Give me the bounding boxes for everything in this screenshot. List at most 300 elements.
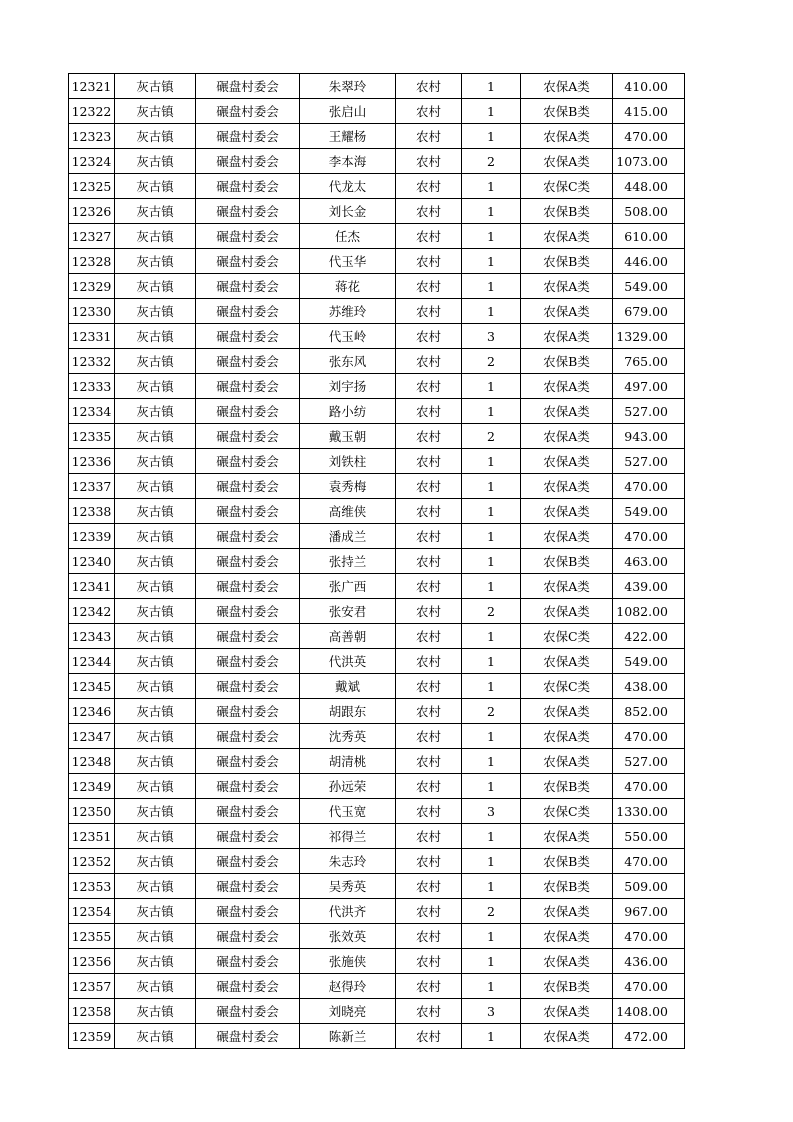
village-committee-cell: 碾盘村委会 bbox=[196, 449, 300, 474]
table-row bbox=[69, 899, 685, 924]
household-count-cell: 1 bbox=[462, 199, 521, 224]
record-id-cell: 12342 bbox=[69, 599, 115, 624]
amount-cell: 470.00 bbox=[613, 924, 685, 949]
record-id-cell: 12322 bbox=[69, 99, 115, 124]
village-committee-cell: 碾盘村委会 bbox=[196, 849, 300, 874]
area-type-cell: 农村 bbox=[396, 499, 462, 524]
record-id-cell: 12328 bbox=[69, 249, 115, 274]
town-cell: 灰古镇 bbox=[115, 124, 196, 149]
insurance-category-cell: 农保B类 bbox=[521, 774, 613, 799]
record-id-cell: 12344 bbox=[69, 649, 115, 674]
insurance-category-cell: 农保A类 bbox=[521, 449, 613, 474]
village-committee-cell: 碾盘村委会 bbox=[196, 174, 300, 199]
record-id-cell: 12347 bbox=[69, 724, 115, 749]
record-id-cell: 12333 bbox=[69, 374, 115, 399]
amount-cell: 527.00 bbox=[613, 399, 685, 424]
household-count-cell: 1 bbox=[462, 124, 521, 149]
insurance-category-cell: 农保A类 bbox=[521, 999, 613, 1024]
town-cell: 灰古镇 bbox=[115, 874, 196, 899]
amount-cell: 422.00 bbox=[613, 624, 685, 649]
insurance-category-cell: 农保A类 bbox=[521, 74, 613, 99]
village-committee-cell: 碾盘村委会 bbox=[196, 974, 300, 999]
table-row bbox=[69, 474, 685, 499]
household-count-cell: 1 bbox=[462, 924, 521, 949]
amount-cell: 436.00 bbox=[613, 949, 685, 974]
amount-cell: 410.00 bbox=[613, 74, 685, 99]
person-name-cell: 陈新兰 bbox=[300, 1024, 396, 1049]
insurance-category-cell: 农保A类 bbox=[521, 499, 613, 524]
town-cell: 灰古镇 bbox=[115, 549, 196, 574]
amount-cell: 470.00 bbox=[613, 974, 685, 999]
record-id-cell: 12359 bbox=[69, 1024, 115, 1049]
town-cell: 灰古镇 bbox=[115, 299, 196, 324]
record-id-cell: 12331 bbox=[69, 324, 115, 349]
household-count-cell: 1 bbox=[462, 399, 521, 424]
amount-cell: 967.00 bbox=[613, 899, 685, 924]
area-type-cell: 农村 bbox=[396, 74, 462, 99]
person-name-cell: 祁得兰 bbox=[300, 824, 396, 849]
town-cell: 灰古镇 bbox=[115, 824, 196, 849]
record-id-cell: 12335 bbox=[69, 424, 115, 449]
town-cell: 灰古镇 bbox=[115, 449, 196, 474]
town-cell: 灰古镇 bbox=[115, 324, 196, 349]
insurance-category-cell: 农保C类 bbox=[521, 624, 613, 649]
town-cell: 灰古镇 bbox=[115, 274, 196, 299]
table-row bbox=[69, 999, 685, 1024]
town-cell: 灰古镇 bbox=[115, 674, 196, 699]
insurance-category-cell: 农保B类 bbox=[521, 199, 613, 224]
person-name-cell: 吴秀英 bbox=[300, 874, 396, 899]
table-row bbox=[69, 299, 685, 324]
village-committee-cell: 碾盘村委会 bbox=[196, 399, 300, 424]
town-cell: 灰古镇 bbox=[115, 99, 196, 124]
amount-cell: 446.00 bbox=[613, 249, 685, 274]
person-name-cell: 张广西 bbox=[300, 574, 396, 599]
area-type-cell: 农村 bbox=[396, 849, 462, 874]
town-cell: 灰古镇 bbox=[115, 924, 196, 949]
household-count-cell: 1 bbox=[462, 624, 521, 649]
household-count-cell: 1 bbox=[462, 549, 521, 574]
amount-cell: 1330.00 bbox=[613, 799, 685, 824]
village-committee-cell: 碾盘村委会 bbox=[196, 499, 300, 524]
amount-cell: 549.00 bbox=[613, 499, 685, 524]
person-name-cell: 刘铁柱 bbox=[300, 449, 396, 474]
person-name-cell: 潘成兰 bbox=[300, 524, 396, 549]
person-name-cell: 代洪齐 bbox=[300, 899, 396, 924]
person-name-cell: 张东风 bbox=[300, 349, 396, 374]
record-id-cell: 12349 bbox=[69, 774, 115, 799]
area-type-cell: 农村 bbox=[396, 824, 462, 849]
person-name-cell: 沈秀英 bbox=[300, 724, 396, 749]
area-type-cell: 农村 bbox=[396, 749, 462, 774]
amount-cell: 1329.00 bbox=[613, 324, 685, 349]
village-committee-cell: 碾盘村委会 bbox=[196, 624, 300, 649]
table-row bbox=[69, 799, 685, 824]
village-committee-cell: 碾盘村委会 bbox=[196, 674, 300, 699]
household-count-cell: 1 bbox=[462, 649, 521, 674]
household-count-cell: 1 bbox=[462, 374, 521, 399]
table-row bbox=[69, 874, 685, 899]
person-name-cell: 蒋花 bbox=[300, 274, 396, 299]
area-type-cell: 农村 bbox=[396, 999, 462, 1024]
area-type-cell: 农村 bbox=[396, 549, 462, 574]
amount-cell: 463.00 bbox=[613, 549, 685, 574]
household-count-cell: 2 bbox=[462, 424, 521, 449]
person-name-cell: 孙远荣 bbox=[300, 774, 396, 799]
area-type-cell: 农村 bbox=[396, 349, 462, 374]
household-count-cell: 1 bbox=[462, 1024, 521, 1049]
area-type-cell: 农村 bbox=[396, 124, 462, 149]
table-row bbox=[69, 949, 685, 974]
table-row bbox=[69, 424, 685, 449]
amount-cell: 470.00 bbox=[613, 124, 685, 149]
village-committee-cell: 碾盘村委会 bbox=[196, 199, 300, 224]
insurance-category-cell: 农保A类 bbox=[521, 474, 613, 499]
record-id-cell: 12325 bbox=[69, 174, 115, 199]
table-row bbox=[69, 924, 685, 949]
record-id-cell: 12326 bbox=[69, 199, 115, 224]
household-count-cell: 1 bbox=[462, 74, 521, 99]
record-id-cell: 12353 bbox=[69, 874, 115, 899]
amount-cell: 497.00 bbox=[613, 374, 685, 399]
record-id-cell: 12337 bbox=[69, 474, 115, 499]
town-cell: 灰古镇 bbox=[115, 649, 196, 674]
record-id-cell: 12336 bbox=[69, 449, 115, 474]
area-type-cell: 农村 bbox=[396, 699, 462, 724]
table-row bbox=[69, 824, 685, 849]
area-type-cell: 农村 bbox=[396, 399, 462, 424]
person-name-cell: 朱翠玲 bbox=[300, 74, 396, 99]
amount-cell: 470.00 bbox=[613, 524, 685, 549]
household-count-cell: 1 bbox=[462, 449, 521, 474]
record-id-cell: 12334 bbox=[69, 399, 115, 424]
insurance-category-cell: 农保A类 bbox=[521, 574, 613, 599]
area-type-cell: 农村 bbox=[396, 474, 462, 499]
insurance-category-cell: 农保B类 bbox=[521, 849, 613, 874]
village-committee-cell: 碾盘村委会 bbox=[196, 299, 300, 324]
record-id-cell: 12329 bbox=[69, 274, 115, 299]
household-count-cell: 1 bbox=[462, 99, 521, 124]
area-type-cell: 农村 bbox=[396, 724, 462, 749]
amount-cell: 472.00 bbox=[613, 1024, 685, 1049]
insurance-category-cell: 农保A类 bbox=[521, 649, 613, 674]
town-cell: 灰古镇 bbox=[115, 999, 196, 1024]
area-type-cell: 农村 bbox=[396, 449, 462, 474]
area-type-cell: 农村 bbox=[396, 974, 462, 999]
household-count-cell: 3 bbox=[462, 799, 521, 824]
household-count-cell: 1 bbox=[462, 474, 521, 499]
town-cell: 灰古镇 bbox=[115, 224, 196, 249]
person-name-cell: 代玉岭 bbox=[300, 324, 396, 349]
household-count-cell: 3 bbox=[462, 999, 521, 1024]
area-type-cell: 农村 bbox=[396, 874, 462, 899]
area-type-cell: 农村 bbox=[396, 249, 462, 274]
village-committee-cell: 碾盘村委会 bbox=[196, 374, 300, 399]
amount-cell: 852.00 bbox=[613, 699, 685, 724]
amount-cell: 470.00 bbox=[613, 474, 685, 499]
insurance-category-cell: 农保A类 bbox=[521, 1024, 613, 1049]
person-name-cell: 戴斌 bbox=[300, 674, 396, 699]
town-cell: 灰古镇 bbox=[115, 699, 196, 724]
insurance-category-cell: 农保A类 bbox=[521, 524, 613, 549]
amount-cell: 610.00 bbox=[613, 224, 685, 249]
household-count-cell: 1 bbox=[462, 724, 521, 749]
person-name-cell: 高维侠 bbox=[300, 499, 396, 524]
record-id-cell: 12348 bbox=[69, 749, 115, 774]
table-row bbox=[69, 124, 685, 149]
town-cell: 灰古镇 bbox=[115, 499, 196, 524]
town-cell: 灰古镇 bbox=[115, 424, 196, 449]
person-name-cell: 张持兰 bbox=[300, 549, 396, 574]
household-count-cell: 1 bbox=[462, 574, 521, 599]
table-row bbox=[69, 699, 685, 724]
record-id-cell: 12341 bbox=[69, 574, 115, 599]
town-cell: 灰古镇 bbox=[115, 74, 196, 99]
table-row bbox=[69, 749, 685, 774]
village-committee-cell: 碾盘村委会 bbox=[196, 99, 300, 124]
amount-cell: 527.00 bbox=[613, 749, 685, 774]
village-committee-cell: 碾盘村委会 bbox=[196, 774, 300, 799]
person-name-cell: 任杰 bbox=[300, 224, 396, 249]
village-committee-cell: 碾盘村委会 bbox=[196, 149, 300, 174]
insurance-category-cell: 农保A类 bbox=[521, 924, 613, 949]
village-committee-cell: 碾盘村委会 bbox=[196, 424, 300, 449]
village-committee-cell: 碾盘村委会 bbox=[196, 949, 300, 974]
household-count-cell: 1 bbox=[462, 774, 521, 799]
insurance-category-cell: 农保B类 bbox=[521, 549, 613, 574]
area-type-cell: 农村 bbox=[396, 224, 462, 249]
village-committee-cell: 碾盘村委会 bbox=[196, 249, 300, 274]
record-id-cell: 12357 bbox=[69, 974, 115, 999]
amount-cell: 448.00 bbox=[613, 174, 685, 199]
area-type-cell: 农村 bbox=[396, 299, 462, 324]
town-cell: 灰古镇 bbox=[115, 349, 196, 374]
amount-cell: 508.00 bbox=[613, 199, 685, 224]
town-cell: 灰古镇 bbox=[115, 749, 196, 774]
insurance-category-cell: 农保A类 bbox=[521, 149, 613, 174]
household-count-cell: 3 bbox=[462, 324, 521, 349]
person-name-cell: 袁秀梅 bbox=[300, 474, 396, 499]
table-row bbox=[69, 624, 685, 649]
table-row bbox=[69, 1024, 685, 1049]
area-type-cell: 农村 bbox=[396, 899, 462, 924]
table-row bbox=[69, 674, 685, 699]
person-name-cell: 戴玉朝 bbox=[300, 424, 396, 449]
village-committee-cell: 碾盘村委会 bbox=[196, 124, 300, 149]
insurance-category-cell: 农保C类 bbox=[521, 174, 613, 199]
town-cell: 灰古镇 bbox=[115, 624, 196, 649]
town-cell: 灰古镇 bbox=[115, 199, 196, 224]
village-committee-cell: 碾盘村委会 bbox=[196, 924, 300, 949]
record-id-cell: 12338 bbox=[69, 499, 115, 524]
household-count-cell: 1 bbox=[462, 174, 521, 199]
town-cell: 灰古镇 bbox=[115, 849, 196, 874]
insurance-category-cell: 农保A类 bbox=[521, 424, 613, 449]
village-committee-cell: 碾盘村委会 bbox=[196, 474, 300, 499]
table-row bbox=[69, 349, 685, 374]
household-count-cell: 1 bbox=[462, 274, 521, 299]
household-count-cell: 1 bbox=[462, 499, 521, 524]
town-cell: 灰古镇 bbox=[115, 399, 196, 424]
insurance-category-cell: 农保B类 bbox=[521, 99, 613, 124]
town-cell: 灰古镇 bbox=[115, 599, 196, 624]
insurance-category-cell: 农保C类 bbox=[521, 799, 613, 824]
amount-cell: 549.00 bbox=[613, 649, 685, 674]
person-name-cell: 路小纺 bbox=[300, 399, 396, 424]
town-cell: 灰古镇 bbox=[115, 174, 196, 199]
household-count-cell: 1 bbox=[462, 974, 521, 999]
record-id-cell: 12346 bbox=[69, 699, 115, 724]
table-row bbox=[69, 199, 685, 224]
village-committee-cell: 碾盘村委会 bbox=[196, 649, 300, 674]
person-name-cell: 代洪英 bbox=[300, 649, 396, 674]
insurance-category-cell: 农保B类 bbox=[521, 974, 613, 999]
person-name-cell: 张启山 bbox=[300, 99, 396, 124]
table-row bbox=[69, 274, 685, 299]
village-committee-cell: 碾盘村委会 bbox=[196, 324, 300, 349]
record-id-cell: 12351 bbox=[69, 824, 115, 849]
town-cell: 灰古镇 bbox=[115, 949, 196, 974]
table-row bbox=[69, 574, 685, 599]
person-name-cell: 王耀杨 bbox=[300, 124, 396, 149]
amount-cell: 549.00 bbox=[613, 274, 685, 299]
town-cell: 灰古镇 bbox=[115, 149, 196, 174]
person-name-cell: 苏维玲 bbox=[300, 299, 396, 324]
village-committee-cell: 碾盘村委会 bbox=[196, 899, 300, 924]
person-name-cell: 高善朝 bbox=[300, 624, 396, 649]
roster-table bbox=[68, 73, 685, 1049]
area-type-cell: 农村 bbox=[396, 174, 462, 199]
person-name-cell: 赵得玲 bbox=[300, 974, 396, 999]
record-id-cell: 12356 bbox=[69, 949, 115, 974]
household-count-cell: 2 bbox=[462, 349, 521, 374]
household-count-cell: 1 bbox=[462, 674, 521, 699]
village-committee-cell: 碾盘村委会 bbox=[196, 549, 300, 574]
table-row bbox=[69, 499, 685, 524]
table-row bbox=[69, 649, 685, 674]
person-name-cell: 李本海 bbox=[300, 149, 396, 174]
area-type-cell: 农村 bbox=[396, 149, 462, 174]
village-committee-cell: 碾盘村委会 bbox=[196, 74, 300, 99]
amount-cell: 550.00 bbox=[613, 824, 685, 849]
town-cell: 灰古镇 bbox=[115, 374, 196, 399]
table-row bbox=[69, 449, 685, 474]
record-id-cell: 12355 bbox=[69, 924, 115, 949]
table-row bbox=[69, 324, 685, 349]
area-type-cell: 农村 bbox=[396, 674, 462, 699]
person-name-cell: 张安君 bbox=[300, 599, 396, 624]
amount-cell: 765.00 bbox=[613, 349, 685, 374]
record-id-cell: 12324 bbox=[69, 149, 115, 174]
person-name-cell: 刘长金 bbox=[300, 199, 396, 224]
person-name-cell: 胡清桃 bbox=[300, 749, 396, 774]
table-row bbox=[69, 774, 685, 799]
amount-cell: 679.00 bbox=[613, 299, 685, 324]
record-id-cell: 12350 bbox=[69, 799, 115, 824]
person-name-cell: 代玉宽 bbox=[300, 799, 396, 824]
record-id-cell: 12323 bbox=[69, 124, 115, 149]
town-cell: 灰古镇 bbox=[115, 1024, 196, 1049]
record-id-cell: 12339 bbox=[69, 524, 115, 549]
insurance-category-cell: 农保A类 bbox=[521, 899, 613, 924]
village-committee-cell: 碾盘村委会 bbox=[196, 799, 300, 824]
area-type-cell: 农村 bbox=[396, 199, 462, 224]
insurance-category-cell: 农保A类 bbox=[521, 299, 613, 324]
record-id-cell: 12352 bbox=[69, 849, 115, 874]
household-count-cell: 1 bbox=[462, 874, 521, 899]
village-committee-cell: 碾盘村委会 bbox=[196, 224, 300, 249]
roster-body bbox=[69, 74, 685, 1049]
insurance-category-cell: 农保A类 bbox=[521, 224, 613, 249]
town-cell: 灰古镇 bbox=[115, 774, 196, 799]
village-committee-cell: 碾盘村委会 bbox=[196, 999, 300, 1024]
household-count-cell: 2 bbox=[462, 699, 521, 724]
amount-cell: 415.00 bbox=[613, 99, 685, 124]
area-type-cell: 农村 bbox=[396, 374, 462, 399]
table-row bbox=[69, 249, 685, 274]
village-committee-cell: 碾盘村委会 bbox=[196, 699, 300, 724]
insurance-category-cell: 农保A类 bbox=[521, 749, 613, 774]
area-type-cell: 农村 bbox=[396, 649, 462, 674]
household-count-cell: 2 bbox=[462, 899, 521, 924]
insurance-category-cell: 农保B类 bbox=[521, 349, 613, 374]
town-cell: 灰古镇 bbox=[115, 574, 196, 599]
insurance-category-cell: 农保A类 bbox=[521, 399, 613, 424]
area-type-cell: 农村 bbox=[396, 799, 462, 824]
insurance-category-cell: 农保A类 bbox=[521, 274, 613, 299]
table-row bbox=[69, 374, 685, 399]
village-committee-cell: 碾盘村委会 bbox=[196, 524, 300, 549]
area-type-cell: 农村 bbox=[396, 574, 462, 599]
area-type-cell: 农村 bbox=[396, 524, 462, 549]
town-cell: 灰古镇 bbox=[115, 474, 196, 499]
amount-cell: 527.00 bbox=[613, 449, 685, 474]
area-type-cell: 农村 bbox=[396, 424, 462, 449]
household-count-cell: 1 bbox=[462, 849, 521, 874]
town-cell: 灰古镇 bbox=[115, 724, 196, 749]
insurance-category-cell: 农保A类 bbox=[521, 699, 613, 724]
household-count-cell: 1 bbox=[462, 249, 521, 274]
table-row bbox=[69, 549, 685, 574]
insurance-category-cell: 农保A类 bbox=[521, 599, 613, 624]
area-type-cell: 农村 bbox=[396, 924, 462, 949]
table-row bbox=[69, 74, 685, 99]
area-type-cell: 农村 bbox=[396, 274, 462, 299]
table-row bbox=[69, 174, 685, 199]
village-committee-cell: 碾盘村委会 bbox=[196, 274, 300, 299]
area-type-cell: 农村 bbox=[396, 624, 462, 649]
table-row bbox=[69, 149, 685, 174]
household-count-cell: 1 bbox=[462, 824, 521, 849]
village-committee-cell: 碾盘村委会 bbox=[196, 824, 300, 849]
insurance-category-cell: 农保A类 bbox=[521, 724, 613, 749]
village-committee-cell: 碾盘村委会 bbox=[196, 724, 300, 749]
table-row bbox=[69, 599, 685, 624]
record-id-cell: 12330 bbox=[69, 299, 115, 324]
table-row bbox=[69, 974, 685, 999]
village-committee-cell: 碾盘村委会 bbox=[196, 874, 300, 899]
town-cell: 灰古镇 bbox=[115, 899, 196, 924]
area-type-cell: 农村 bbox=[396, 599, 462, 624]
table-row bbox=[69, 849, 685, 874]
record-id-cell: 12340 bbox=[69, 549, 115, 574]
person-name-cell: 张效英 bbox=[300, 924, 396, 949]
insurance-category-cell: 农保A类 bbox=[521, 374, 613, 399]
person-name-cell: 刘宇扬 bbox=[300, 374, 396, 399]
village-committee-cell: 碾盘村委会 bbox=[196, 574, 300, 599]
insurance-category-cell: 农保B类 bbox=[521, 874, 613, 899]
household-count-cell: 2 bbox=[462, 149, 521, 174]
